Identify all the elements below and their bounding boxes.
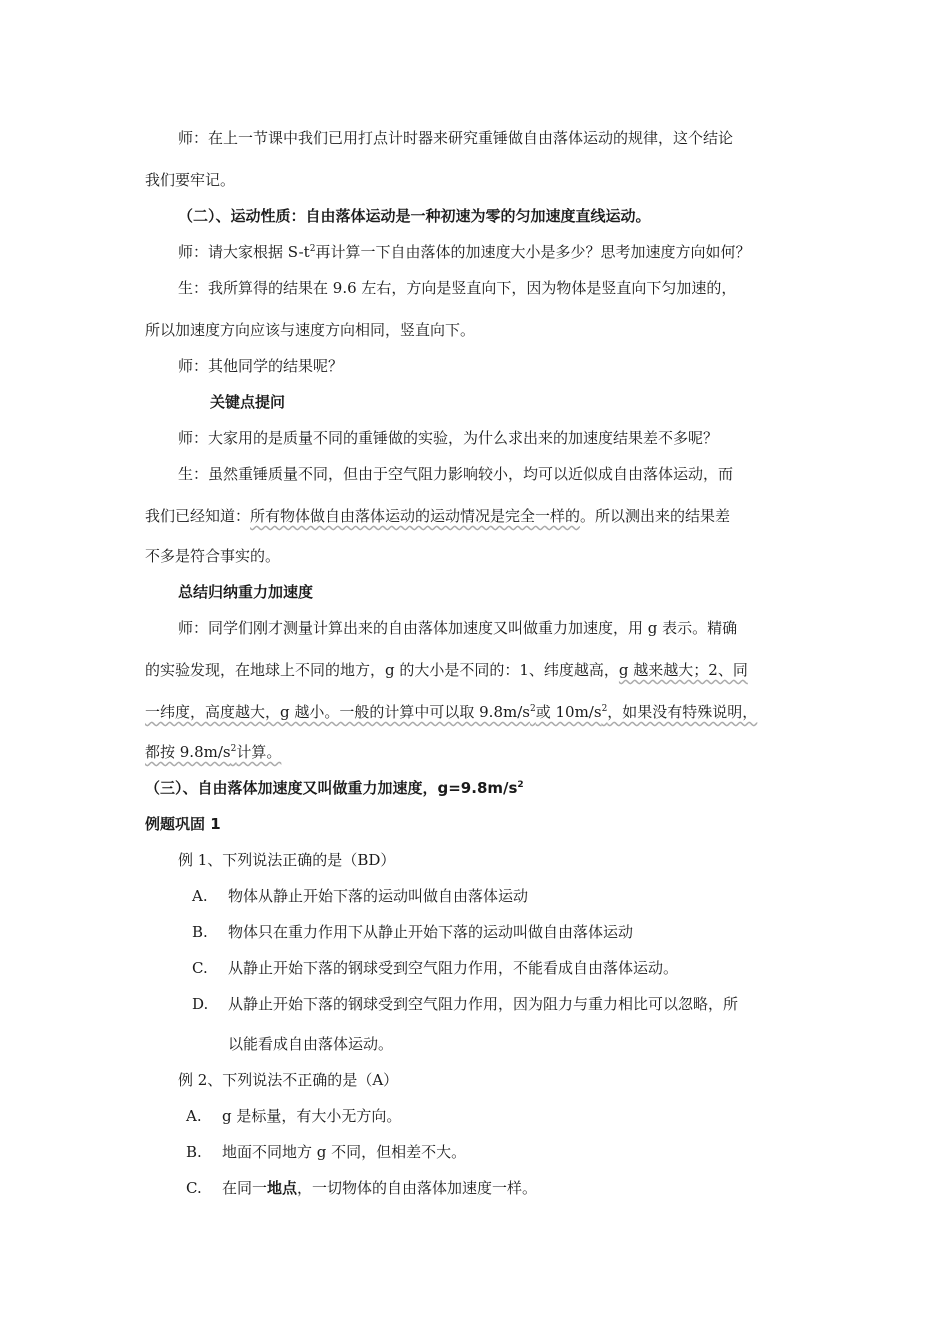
option-text: ，一切物体的自由落体加速度一样。 <box>297 1179 538 1197</box>
option-text: 从静止开始下落的钢球受到空气阻力作用，不能看成自由落体运动。 <box>228 959 679 977</box>
underlined-span: g 越来越大；2、同 <box>618 661 748 679</box>
text-span: ，如果没有特殊说明， <box>607 703 758 721</box>
option-text: 地面不同地方 g 不同，但相差不大。 <box>222 1143 467 1161</box>
option-label: D. <box>192 995 209 1013</box>
option-text: 从静止开始下落的钢球受到空气阻力作用，因为阻力与重力相比可以忽略，所 <box>228 995 739 1013</box>
option-text: 物体从静止开始下落的运动叫做自由落体运动 <box>228 887 529 905</box>
option-label: C. <box>192 959 208 977</box>
paragraph-line <box>145 702 757 722</box>
paragraph-line <box>178 242 750 262</box>
text-span: （三）、自由落体加速度又叫做重力加速度，g=9.8m/s <box>145 779 518 797</box>
superscript: 2 <box>529 704 536 714</box>
option-label: C. <box>186 1179 202 1197</box>
paragraph-line: 所以加速度方向应该与速度方向相同，竖直向下。 <box>145 321 476 339</box>
example-title: 例题巩固 1 <box>145 815 221 833</box>
text-span: 我们已经知道： <box>145 507 251 525</box>
paragraph-line <box>145 506 730 526</box>
paragraph-line <box>145 742 281 762</box>
option-item <box>186 1106 401 1126</box>
text-span: 或 10m/s <box>535 703 602 721</box>
option-item <box>192 886 528 906</box>
underlined-span: 所有物体做自由落体运动的运动情况是完全一样的 <box>250 507 581 525</box>
paragraph-line <box>145 660 748 680</box>
paragraph-line: 生：虽然重锤质量不同，但由于空气阻力影响较小，均可以近似成自由落体运动，而 <box>178 465 734 483</box>
paragraph-line: 生：我所算得的结果在 9.6 左右，方向是竖直向下，因为物体是竖直向下匀加速的， <box>178 279 737 297</box>
paragraph-line: 师：大家用的是质量不同的重锤做的实验，为什么求出来的加速度结果差不多呢？ <box>178 429 719 447</box>
option-item <box>192 922 633 942</box>
bold-span: 地点 <box>267 1179 298 1197</box>
text-span: 计算。 <box>236 743 282 761</box>
text-span: 师：请大家根据 S-t <box>178 243 310 261</box>
paragraph-line: 师：其他同学的结果呢？ <box>178 357 344 375</box>
paragraph-line: 师：同学们刚才测量计算出来的自由落体加速度又叫做重力加速度，用 g 表示。精确 <box>178 619 738 637</box>
text-span: 再计算一下自由落体的加速度大小是多少？思考加速度方向如何？ <box>315 243 751 261</box>
superscript: 2 <box>601 704 608 714</box>
superscript: 2 <box>309 244 316 254</box>
superscript: 2 <box>230 744 237 754</box>
key-question-heading: 关键点提问 <box>210 393 286 411</box>
option-label: A. <box>192 887 208 905</box>
text-span: 一纬度，高度越大，g 越小。一般的计算中可以取 9.8m/s <box>145 703 530 721</box>
summary-heading: 总结归纳重力加速度 <box>178 583 314 601</box>
section-heading-3 <box>145 778 524 798</box>
option-item <box>186 1142 466 1162</box>
text-span: 的实验发现，在地球上不同的地方，g 的大小是不同的：1、纬度越高， <box>145 661 619 679</box>
option-label: B. <box>186 1143 202 1161</box>
example-question: 例 1、下列说法正确的是（BD） <box>178 851 396 869</box>
superscript: 2 <box>517 780 524 790</box>
option-label: A. <box>186 1107 202 1125</box>
text-span: 。所以测出来的结果差 <box>580 507 731 525</box>
option-continuation: 以能看成自由落体运动。 <box>228 1035 394 1053</box>
option-item <box>192 994 738 1014</box>
option-text: 物体只在重力作用下从静止开始下落的运动叫做自由落体运动 <box>228 923 634 941</box>
option-item <box>192 958 678 978</box>
example-question: 例 2、下列说法不正确的是（A） <box>178 1071 399 1089</box>
text-span: 都按 9.8m/s <box>145 743 231 761</box>
paragraph-line: 师：在上一节课中我们已用打点计时器来研究重锤做自由落体运动的规律，这个结论 <box>178 129 734 147</box>
paragraph-line: 不多是符合事实的。 <box>145 547 281 565</box>
option-item <box>186 1178 537 1198</box>
option-text: 在同一 <box>222 1179 268 1197</box>
option-label: B. <box>192 923 208 941</box>
paragraph-line: 我们要牢记。 <box>145 171 236 189</box>
option-text: g 是标量，有大小无方向。 <box>222 1107 402 1125</box>
section-heading-2: （二）、运动性质：自由落体运动是一种初速为零的匀加速度直线运动。 <box>178 207 651 225</box>
